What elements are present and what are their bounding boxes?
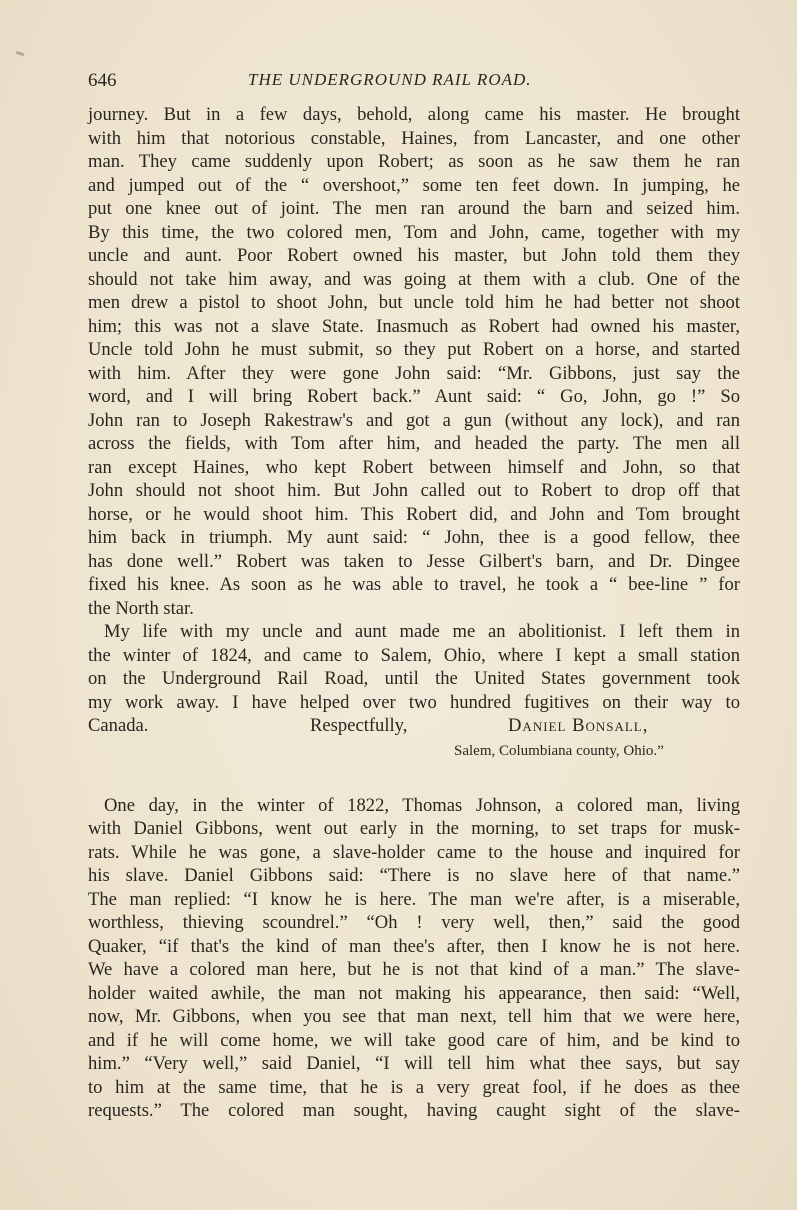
text-line: my work away. I have helped over two hundred fugitives on their way to	[88, 691, 740, 713]
text-line: horse, or he would shoot him. This Robert did, and John and Tom brought	[88, 503, 740, 525]
text-line: holder waited awhile, the man not making his appearance, then said: “Well,	[88, 982, 740, 1004]
paragraph-3	[88, 794, 740, 1123]
text-line: worthless, thieving scoundrel.” “Oh ! very well, then,” said the good	[88, 912, 740, 933]
text-line: Quaker, “if that's the kind of man thee's after, then I know he is not here.	[88, 935, 740, 957]
text-line: to him at the same time, that he is a very great fool, if he does as thee	[88, 1076, 740, 1098]
text-line: uncle and aunt. Poor Robert owned his master, but John told them they	[88, 245, 740, 266]
text-line: We have a colored man here, but he is not that kind of a man.” The slave-	[88, 959, 740, 980]
text-line: journey. But in a few days, behold, along came his master. He brought	[88, 104, 740, 125]
text-line: rats. While he was gone, a slave-holder came to the house and inquired for	[88, 841, 740, 863]
text-line: with Daniel Gibbons, went out early in the morning, to set traps for musk-	[88, 818, 740, 839]
text-line: him back in triumph. My aunt said: “ John, thee is a good fellow, thee	[88, 527, 740, 548]
text-line: and if he will come home, we will take good care of him, and be kind to	[88, 1029, 740, 1051]
text-line: word, and I will bring Robert back.” Aunt said: “ Go, John, go !” So	[88, 386, 740, 407]
text-line: man. They came suddenly upon Robert; as soon as he saw them he ran	[88, 151, 740, 172]
text-line: his slave. Daniel Gibbons said: “There is no slave here of that name.”	[88, 865, 740, 886]
signoff-address: Salem, Columbiana county, Ohio.”	[454, 742, 664, 759]
page-number: 646	[88, 70, 117, 91]
text-line: on the Underground Rail Road, until the United States government took	[88, 668, 740, 689]
signoff-lead: Canada.	[88, 715, 149, 736]
text-line: with him that notorious constable, Haines, from Lancaster, and one other	[88, 127, 740, 149]
text-line: put one knee out of joint. The men ran around the barn and seized him.	[88, 198, 740, 219]
running-title: THE UNDERGROUND RAIL ROAD.	[248, 70, 532, 89]
paragraph-1	[88, 103, 740, 620]
text-line: ran except Haines, who kept Robert between himself and John, so that	[88, 456, 740, 478]
text-line: the North star.	[88, 597, 194, 619]
text-line: across the fields, with Tom after him, and headed the party. The men all	[88, 433, 740, 454]
text-line: has done well.” Robert was taken to Jesse Gilbert's barn, and Dr. Dingee	[88, 550, 740, 572]
signoff-line	[88, 714, 740, 738]
text-line: requests.” The colored man sought, having caught sight of the slave-	[88, 1100, 740, 1121]
page-header	[88, 70, 734, 94]
text-line: him.” “Very well,” said Daniel, “I will tell him what thee says, but say	[88, 1053, 740, 1074]
signoff-address-line	[88, 738, 740, 760]
text-line: By this time, the two colored men, Tom and John, came, together with my	[88, 221, 740, 243]
text-line: should not take him away, and was going at them with a club. One of the	[88, 268, 740, 290]
text-line: Uncle told John he must submit, so they put Robert on a horse, and started	[88, 339, 740, 360]
text-line: The man replied: “I know he is here. The man we're after, is a miserable,	[88, 888, 740, 910]
text-line: fixed his knee. As soon as he was able to travel, he took a “ bee-line ” for	[88, 574, 740, 595]
text-line: men drew a pistol to shoot John, but uncle told him he had better not shoot	[88, 292, 740, 313]
text-line: the winter of 1824, and came to Salem, Ohio, where I kept a small station	[88, 644, 740, 666]
text-line: John ran to Joseph Rakestraw's and got a gun (without any lock), and ran	[88, 409, 740, 431]
text-line: with him. After they were gone John said: “Mr. Gibbons, just say the	[88, 362, 740, 384]
body-text	[88, 103, 740, 1123]
text-line: My life with my uncle and aunt made me an abolitionist. I left them in	[104, 621, 740, 642]
text-line: him; this was not a slave State. Inasmuch as Robert had owned his master,	[88, 315, 740, 337]
paragraph-2	[88, 620, 740, 760]
section-gap	[88, 760, 740, 794]
text-line: One day, in the winter of 1822, Thomas Johnson, a colored man, living	[104, 794, 740, 816]
text-line: now, Mr. Gibbons, when you see that man next, tell him that we were here,	[88, 1006, 740, 1027]
text-line: and jumped out of the “ overshoot,” some ten feet down. In jumping, he	[88, 174, 740, 196]
signoff-closing: Respectfully,	[310, 715, 408, 736]
ink-smudge	[16, 51, 25, 57]
signoff-name: Daniel Bonsall,	[508, 715, 649, 736]
text-line: John should not shoot him. But John called out to Robert to drop off that	[88, 480, 740, 501]
